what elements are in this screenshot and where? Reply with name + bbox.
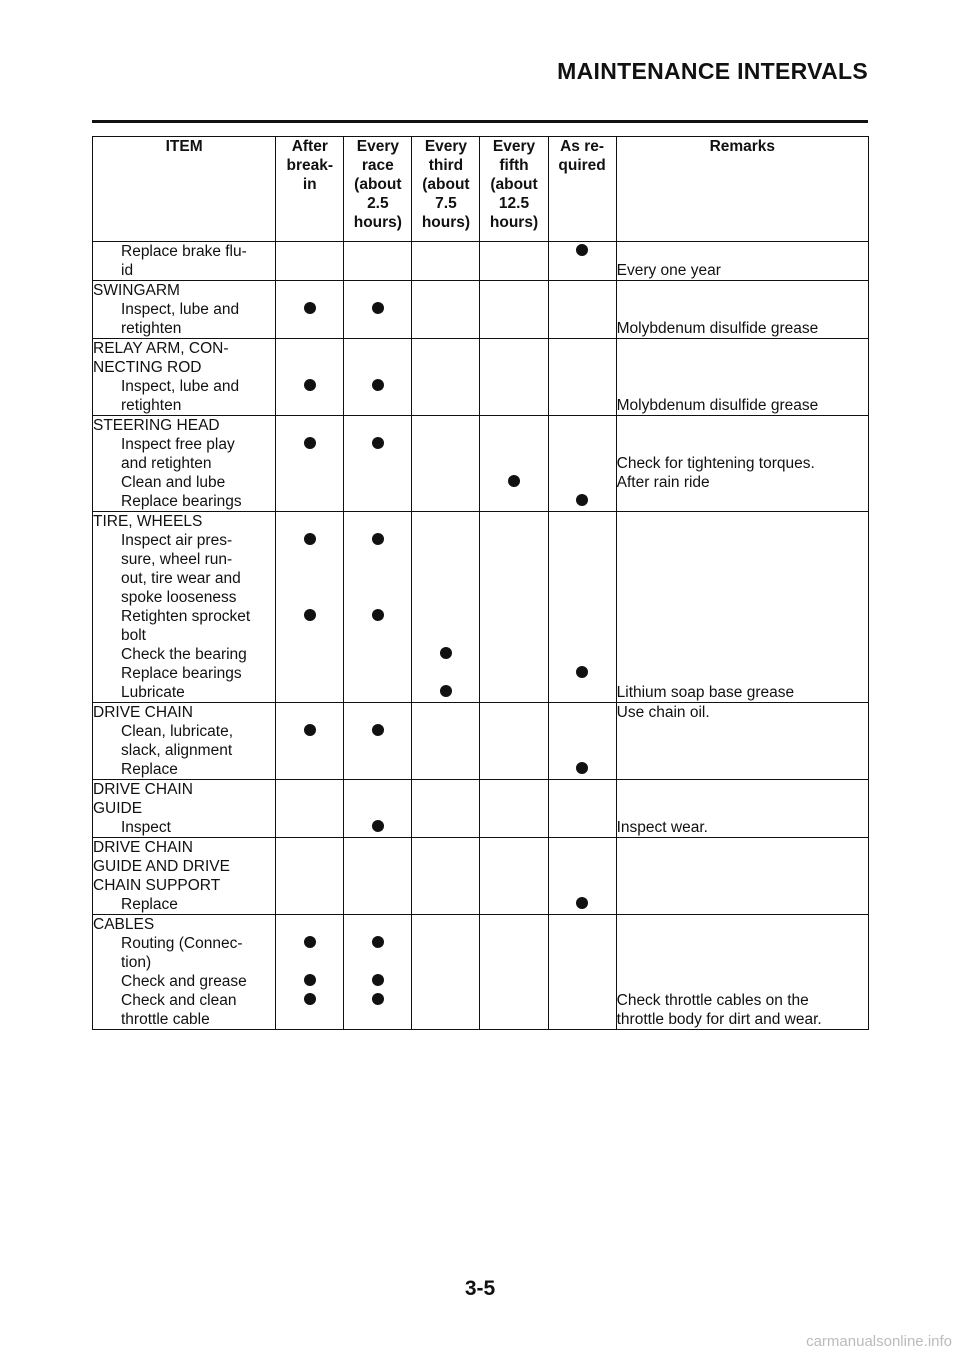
table-row	[93, 895, 869, 915]
interval-cell	[412, 722, 480, 760]
interval-cell	[412, 664, 480, 683]
table-row	[93, 473, 869, 492]
interval-cell	[412, 416, 480, 436]
interval-cell	[276, 492, 344, 512]
interval-dot-icon	[304, 533, 316, 545]
column-header: Remarks	[616, 137, 868, 242]
interval-dot-icon	[372, 820, 384, 832]
interval-cell	[276, 645, 344, 664]
interval-cell	[344, 377, 412, 416]
interval-cell	[480, 492, 548, 512]
interval-cell	[548, 242, 616, 281]
remarks-cell	[616, 838, 868, 896]
maintenance-table	[92, 136, 869, 1030]
interval-cell	[412, 339, 480, 378]
interval-cell	[344, 895, 412, 915]
item-cell: STEERING HEAD	[93, 416, 276, 436]
interval-cell	[412, 531, 480, 607]
interval-cell	[412, 281, 480, 301]
remarks-cell: Inspect wear.	[616, 818, 868, 838]
item-cell: Clean, lubricate, slack, alignment	[93, 722, 276, 760]
interval-cell	[344, 664, 412, 683]
item-cell: RELAY ARM, CON- NECTING ROD	[93, 339, 276, 378]
interval-cell	[276, 281, 344, 301]
interval-cell	[412, 435, 480, 473]
remarks-cell: Molybdenum disulfide grease	[616, 300, 868, 339]
interval-cell	[480, 645, 548, 664]
interval-cell	[480, 473, 548, 492]
interval-cell	[548, 703, 616, 723]
interval-cell	[480, 915, 548, 935]
interval-cell	[548, 722, 616, 760]
item-cell: Check the bearing	[93, 645, 276, 664]
item-cell: Inspect, lube and retighten	[93, 300, 276, 339]
column-header: As re- quired	[548, 137, 616, 242]
interval-cell	[412, 915, 480, 935]
interval-cell	[412, 703, 480, 723]
table-row	[93, 281, 869, 301]
interval-dot-icon	[304, 302, 316, 314]
interval-cell	[276, 895, 344, 915]
interval-cell	[412, 780, 480, 819]
interval-dot-icon	[576, 897, 588, 909]
interval-cell	[344, 915, 412, 935]
interval-cell	[276, 339, 344, 378]
interval-cell	[344, 492, 412, 512]
remarks-cell: Use chain oil.	[616, 703, 868, 723]
table-row	[93, 818, 869, 838]
interval-dot-icon	[372, 379, 384, 391]
interval-cell	[548, 473, 616, 492]
interval-cell	[344, 512, 412, 532]
interval-cell	[548, 991, 616, 1030]
interval-cell	[276, 473, 344, 492]
header-rule	[92, 120, 868, 123]
item-cell: Replace brake flu- id	[93, 242, 276, 281]
item-cell: Replace bearings	[93, 492, 276, 512]
interval-cell	[480, 281, 548, 301]
interval-dot-icon	[304, 609, 316, 621]
interval-cell	[344, 473, 412, 492]
table-row	[93, 492, 869, 512]
item-cell: Inspect	[93, 818, 276, 838]
table-body	[93, 242, 869, 1030]
interval-cell	[548, 300, 616, 339]
table-row	[93, 664, 869, 683]
interval-cell	[480, 607, 548, 645]
interval-cell	[344, 339, 412, 378]
interval-cell	[480, 934, 548, 972]
interval-cell	[344, 435, 412, 473]
interval-dot-icon	[372, 533, 384, 545]
remarks-cell: Molybdenum disulfide grease	[616, 377, 868, 416]
interval-cell	[480, 838, 548, 896]
interval-cell	[548, 683, 616, 703]
interval-cell	[276, 531, 344, 607]
interval-cell	[412, 300, 480, 339]
column-header: Every third (about 7.5 hours)	[412, 137, 480, 242]
interval-dot-icon	[304, 936, 316, 948]
table-row	[93, 780, 869, 819]
interval-cell	[276, 512, 344, 532]
column-header: Every race (about 2.5 hours)	[344, 137, 412, 242]
interval-cell	[480, 703, 548, 723]
interval-cell	[276, 722, 344, 760]
table-row	[93, 915, 869, 935]
table-row	[93, 377, 869, 416]
remarks-cell	[616, 492, 868, 512]
remarks-cell	[616, 972, 868, 991]
interval-cell	[276, 683, 344, 703]
interval-dot-icon	[440, 685, 452, 697]
interval-cell	[480, 416, 548, 436]
interval-cell	[480, 895, 548, 915]
table-row	[93, 416, 869, 436]
item-cell: Replace	[93, 895, 276, 915]
interval-cell	[480, 242, 548, 281]
interval-cell	[344, 683, 412, 703]
interval-dot-icon	[304, 379, 316, 391]
remarks-cell	[616, 607, 868, 645]
interval-cell	[276, 377, 344, 416]
table-row	[93, 512, 869, 532]
interval-cell	[412, 607, 480, 645]
interval-cell	[276, 972, 344, 991]
interval-dot-icon	[372, 993, 384, 1005]
table-row	[93, 972, 869, 991]
item-cell: TIRE, WHEELS	[93, 512, 276, 532]
interval-cell	[276, 991, 344, 1030]
interval-cell	[548, 512, 616, 532]
table-header	[93, 137, 869, 242]
interval-cell	[480, 531, 548, 607]
interval-cell	[548, 531, 616, 607]
table-row	[93, 339, 869, 378]
table-row	[93, 607, 869, 645]
remarks-cell	[616, 780, 868, 819]
remarks-cell	[616, 512, 868, 532]
interval-cell	[548, 377, 616, 416]
interval-cell	[276, 242, 344, 281]
interval-cell	[344, 281, 412, 301]
interval-cell	[480, 512, 548, 532]
interval-dot-icon	[304, 724, 316, 736]
interval-cell	[276, 664, 344, 683]
interval-dot-icon	[508, 475, 520, 487]
interval-cell	[344, 972, 412, 991]
interval-cell	[548, 818, 616, 838]
item-cell: Inspect, lube and retighten	[93, 377, 276, 416]
interval-cell	[276, 838, 344, 896]
table-row	[93, 703, 869, 723]
interval-cell	[480, 722, 548, 760]
table-row	[93, 722, 869, 760]
item-cell: Inspect air pres- sure, wheel run- out, tire wear and spoke looseness	[93, 531, 276, 607]
column-header: After break- in	[276, 137, 344, 242]
item-cell: DRIVE CHAIN GUIDE	[93, 780, 276, 819]
interval-cell	[412, 377, 480, 416]
table-row	[93, 760, 869, 780]
item-cell: Replace bearings	[93, 664, 276, 683]
remarks-cell: Lithium soap base grease	[616, 683, 868, 703]
interval-cell	[344, 838, 412, 896]
interval-cell	[344, 818, 412, 838]
remarks-cell	[616, 760, 868, 780]
interval-cell	[276, 300, 344, 339]
remarks-cell	[616, 281, 868, 301]
interval-dot-icon	[576, 666, 588, 678]
interval-dot-icon	[576, 244, 588, 256]
table-row	[93, 531, 869, 607]
interval-cell	[480, 991, 548, 1030]
interval-cell	[276, 435, 344, 473]
interval-cell	[276, 780, 344, 819]
item-cell: Check and clean throttle cable	[93, 991, 276, 1030]
interval-cell	[344, 780, 412, 819]
interval-dot-icon	[372, 437, 384, 449]
remarks-cell	[616, 895, 868, 915]
interval-cell	[276, 416, 344, 436]
interval-cell	[276, 607, 344, 645]
interval-cell	[344, 531, 412, 607]
item-cell: DRIVE CHAIN GUIDE AND DRIVE CHAIN SUPPORT	[93, 838, 276, 896]
interval-cell	[412, 895, 480, 915]
table-row	[93, 991, 869, 1030]
column-header: ITEM	[93, 137, 276, 242]
interval-cell	[548, 416, 616, 436]
interval-cell	[480, 760, 548, 780]
watermark: carmanualsonline.info	[806, 1333, 952, 1350]
item-cell: Clean and lube	[93, 473, 276, 492]
interval-cell	[548, 972, 616, 991]
interval-cell	[276, 934, 344, 972]
remarks-cell	[616, 934, 868, 972]
interval-cell	[548, 607, 616, 645]
interval-cell	[344, 242, 412, 281]
interval-cell	[344, 722, 412, 760]
interval-cell	[548, 895, 616, 915]
interval-dot-icon	[304, 974, 316, 986]
remarks-cell: After rain ride	[616, 473, 868, 492]
interval-dot-icon	[304, 437, 316, 449]
interval-cell	[548, 934, 616, 972]
interval-cell	[344, 760, 412, 780]
interval-cell	[412, 991, 480, 1030]
interval-cell	[276, 915, 344, 935]
page-title: MAINTENANCE INTERVALS	[557, 58, 868, 84]
column-header: Every fifth (about 12.5 hours)	[480, 137, 548, 242]
interval-dot-icon	[576, 494, 588, 506]
page-number: 3-5	[464, 1277, 496, 1300]
interval-cell	[412, 645, 480, 664]
item-cell: Replace	[93, 760, 276, 780]
interval-cell	[548, 838, 616, 896]
interval-cell	[480, 664, 548, 683]
interval-cell	[412, 242, 480, 281]
remarks-cell: Every one year	[616, 242, 868, 281]
interval-dot-icon	[372, 302, 384, 314]
remarks-cell	[616, 416, 868, 436]
interval-dot-icon	[372, 609, 384, 621]
interval-cell	[480, 972, 548, 991]
interval-cell	[548, 760, 616, 780]
interval-dot-icon	[440, 647, 452, 659]
interval-cell	[480, 818, 548, 838]
remarks-cell	[616, 664, 868, 683]
interval-cell	[276, 703, 344, 723]
interval-cell	[412, 972, 480, 991]
interval-cell	[412, 760, 480, 780]
item-cell: Retighten sprocket bolt	[93, 607, 276, 645]
table-row	[93, 435, 869, 473]
table-row	[93, 300, 869, 339]
remarks-cell	[616, 531, 868, 607]
interval-cell	[480, 300, 548, 339]
interval-cell	[480, 435, 548, 473]
remarks-cell	[616, 722, 868, 760]
table-row	[93, 683, 869, 703]
interval-cell	[276, 818, 344, 838]
remarks-cell	[616, 645, 868, 664]
interval-cell	[344, 934, 412, 972]
interval-cell	[480, 339, 548, 378]
interval-cell	[344, 607, 412, 645]
interval-cell	[412, 512, 480, 532]
table-row	[93, 934, 869, 972]
interval-cell	[412, 473, 480, 492]
item-cell: CABLES	[93, 915, 276, 935]
item-cell: Check and grease	[93, 972, 276, 991]
remarks-cell	[616, 339, 868, 378]
remarks-cell: Check for tightening torques.	[616, 435, 868, 473]
interval-cell	[548, 435, 616, 473]
item-cell: SWINGARM	[93, 281, 276, 301]
table-row	[93, 645, 869, 664]
table-row	[93, 838, 869, 896]
interval-cell	[412, 934, 480, 972]
interval-cell	[480, 683, 548, 703]
interval-cell	[412, 683, 480, 703]
interval-cell	[344, 416, 412, 436]
interval-dot-icon	[304, 993, 316, 1005]
interval-cell	[480, 780, 548, 819]
interval-cell	[548, 339, 616, 378]
interval-cell	[480, 377, 548, 416]
item-cell: Inspect free play and retighten	[93, 435, 276, 473]
interval-cell	[344, 300, 412, 339]
interval-cell	[548, 780, 616, 819]
interval-cell	[548, 492, 616, 512]
interval-dot-icon	[372, 974, 384, 986]
item-cell: DRIVE CHAIN	[93, 703, 276, 723]
item-cell: Lubricate	[93, 683, 276, 703]
interval-dot-icon	[372, 936, 384, 948]
interval-cell	[276, 760, 344, 780]
interval-cell	[344, 645, 412, 664]
interval-cell	[412, 492, 480, 512]
interval-cell	[412, 818, 480, 838]
interval-cell	[412, 838, 480, 896]
interval-cell	[344, 991, 412, 1030]
remarks-cell: Check throttle cables on the throttle body for dirt and wear.	[616, 991, 868, 1030]
interval-cell	[548, 664, 616, 683]
interval-cell	[548, 645, 616, 664]
interval-cell	[548, 915, 616, 935]
table-row	[93, 242, 869, 281]
interval-dot-icon	[576, 762, 588, 774]
interval-cell	[548, 281, 616, 301]
interval-dot-icon	[372, 724, 384, 736]
interval-cell	[344, 703, 412, 723]
item-cell: Routing (Connec- tion)	[93, 934, 276, 972]
remarks-cell	[616, 915, 868, 935]
